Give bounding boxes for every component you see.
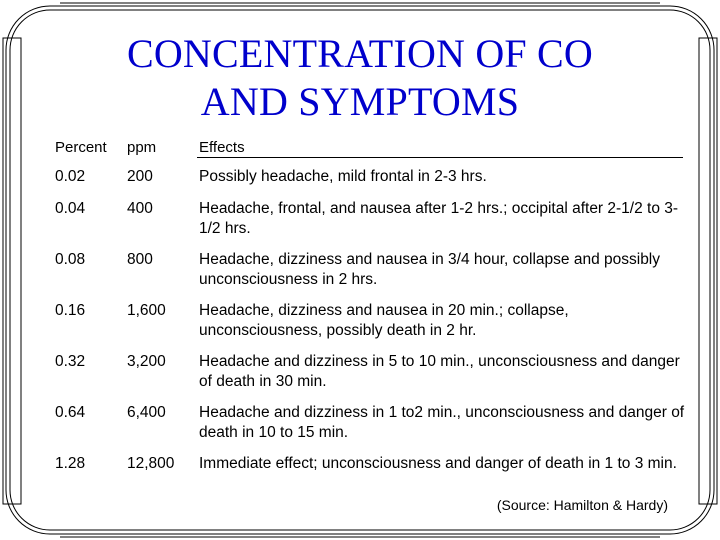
- cell-effects: Headache and dizziness in 5 to 10 min., unconsciousness and danger of death in 30 min.: [199, 353, 680, 390]
- cell-percent: 0.16: [55, 302, 86, 319]
- cell-ppm: 200: [127, 168, 153, 185]
- cell-ppm: 800: [127, 251, 153, 268]
- cell-effects: Headache, dizziness and nausea in 20 min.; collapse, unconsciousness, possibly death in 2 hr.: [199, 302, 569, 339]
- cell-ppm: 1,600: [127, 302, 166, 319]
- cell-percent: 0.02: [55, 168, 86, 185]
- cell-percent: 1.28: [55, 455, 86, 472]
- header-percent: Percent: [55, 139, 107, 156]
- cell-effects: Possibly headache, mild frontal in 2-3 hrs.: [199, 168, 487, 185]
- title-line-1: CONCENTRATION OF CO: [126, 31, 594, 76]
- cell-effects: Immediate effect; unconsciousness and danger of death in 1 to 3 min.: [199, 455, 677, 472]
- cell-percent: 0.32: [55, 353, 86, 370]
- header-divider: [197, 157, 683, 158]
- page-title: [0, 30, 720, 126]
- cell-effects: Headache and dizziness in 1 to2 min., unconsciousness and danger of death in 10 to 15 min.: [199, 404, 685, 441]
- cell-effects: Headache, frontal, and nausea after 1-2 hrs.; occipital after 2-1/2 to 3-1/2 hrs.: [199, 200, 679, 237]
- title-line-2: AND SYMPTOMS: [200, 79, 520, 124]
- cell-ppm: 3,200: [127, 353, 166, 370]
- cell-percent: 0.04: [55, 200, 86, 217]
- header-effects: Effects: [199, 139, 245, 156]
- header-ppm: ppm: [127, 139, 157, 156]
- cell-ppm: 400: [127, 200, 153, 217]
- cell-ppm: 12,800: [127, 455, 175, 472]
- cell-effects: Headache, dizziness and nausea in 3/4 hour, collapse and possibly unconsciousness in 2 hrs.: [199, 251, 661, 288]
- source-citation: (Source: Hamilton & Hardy): [496, 497, 668, 513]
- cell-percent: 0.08: [55, 251, 86, 268]
- cell-percent: 0.64: [55, 404, 86, 421]
- cell-ppm: 6,400: [127, 404, 166, 421]
